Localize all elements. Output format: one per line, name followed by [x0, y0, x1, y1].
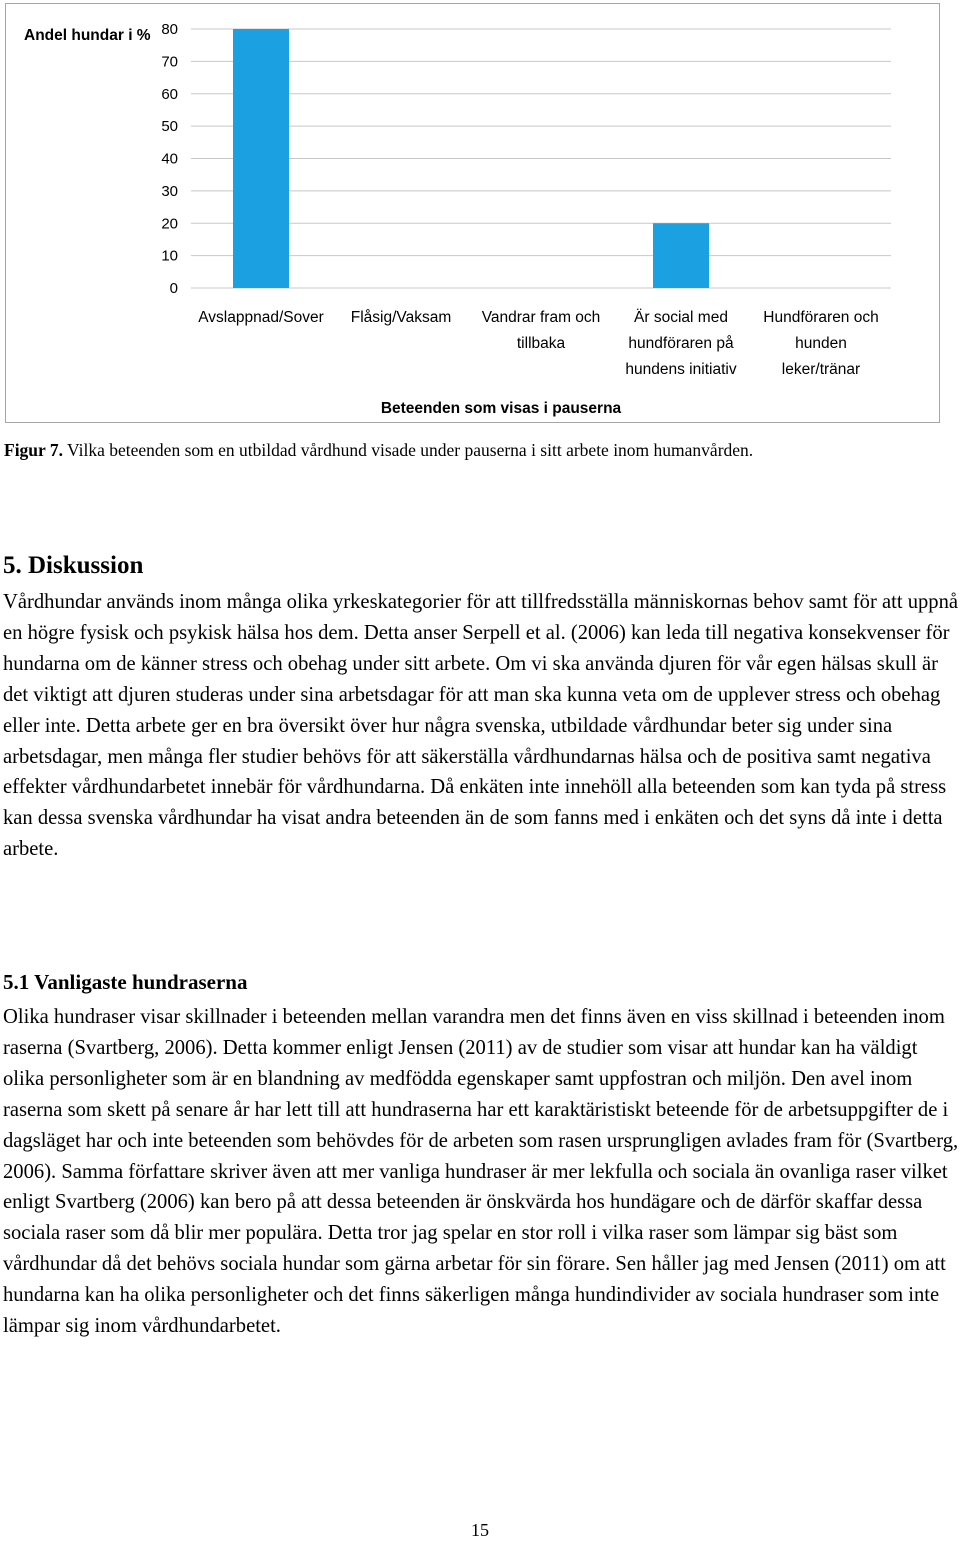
bar-chart: [6, 4, 938, 421]
section-heading-vanligaste-hundraserna: 5.1 Vanligaste hundraserna: [3, 970, 248, 994]
x-tick-label: Avslappnad/Sover: [198, 309, 324, 326]
x-tick-label: tillbaka: [516, 335, 566, 352]
y-tick-label: 0: [169, 280, 178, 297]
y-tick-label: 60: [161, 85, 178, 103]
x-tick-label: Hundföraren och: [763, 309, 879, 326]
x-tick-label: hunden: [795, 335, 847, 352]
x-tick-label: leker/tränar: [781, 361, 861, 378]
x-tick-label: Flåsig/Vaksam: [350, 309, 452, 326]
y-tick-label: 40: [161, 150, 178, 168]
x-tick-label: hundens initiativ: [625, 361, 737, 378]
y-tick-label: 80: [161, 21, 178, 38]
x-tick-label: Vandrar fram och: [481, 309, 601, 326]
y-tick-labels: [161, 21, 178, 297]
chart-frame: [5, 3, 940, 423]
x-tick-label: Är social med: [634, 309, 728, 326]
figure-caption: [4, 440, 954, 461]
y-tick-label: 10: [161, 247, 178, 265]
x-tick-labels: [198, 309, 879, 378]
x-tick-label: hundföraren på: [628, 335, 734, 352]
y-axis-title: Andel hundar i %: [24, 27, 151, 44]
y-tick-label: 30: [161, 182, 178, 200]
grid-lines: [191, 29, 891, 288]
bar: [653, 223, 709, 288]
y-tick-label: 70: [161, 53, 178, 71]
figure-label: Figur 7.: [4, 440, 63, 460]
section-paragraph-vanligaste-hundraserna: Olika hundraser visar skillnader i beteenden mellan varandra men det finns även en viss skillnad i beteenden inom raserna (Svartberg, 2006). Detta kommer enligt Jensen (2011) av de studier som visar att hundar kan ha väldigt olika personligheter som är en blandning av medfödda egenskaper samt uppfostran och miljön. Den avel inom raserna som skett på senare år har lett till att hundraserna har ett karaktäristiskt beteende för de arbetsuppgifter de i dagsläget har och inte beteenden som behövdes för de arbeten som rasen ursprungligen avlades fram för (Svartberg, 2006). Samma författare skriver även att mer vanliga hundraser är mer lekfulla och sociala än ovanliga raser vilket enligt Svartberg (2006) kan bero på att dessa beteenden är önskvärda hos hundägare och de därför skaffar dessa sociala raser som då blir mer populära. Detta tror jag spelar en stor roll i vilka raser som lämpar sig bäst som vårdhundar då det behövs sociala hundar som gärna arbetar för sin förare. Sen håller jag med Jensen (2011) om att hundarna kan ha olika personligheter och det finns säkerligen många hundindivider av sociala hundraser som inte lämpar sig inom vårdhundarbetet.: [3, 1006, 959, 1338]
y-tick-label: 50: [161, 118, 178, 136]
x-axis-title: Beteenden som visas i pauserna: [380, 400, 622, 417]
section-paragraph-diskussion: Vårdhundar används inom många olika yrkeskategorier för att tillfredsställa människornas behov samt för att uppnå en högre fysisk och psykisk hälsa hos dem. Detta anser Serpell et al. (2006) kan leda till negativa konsekvenser för hundarna om de känner stress och obehag under sitt arbete. Om vi ska använda djuren för vår egen hälsas skull är det viktigt att djuren studeras under sina arbetsdagar för att man ska kunna veta om de upplever stress och obehag eller inte. Detta arbete ger en bra översikt över hur några svenska, utbildade vårdhundar beter sig under sina arbetsdagar, men många fler studier behövs för att säkerställa vårdhundarnas hälsa och de positiva samt negativa effekter vårdhundarbetet innebär för vårdhundarna. Då enkäten inte innehöll alla beteenden som kan tyda på stress kan dessa svenska vårdhundar ha visat andra beteenden än de som fanns med i enkäten och det syns då inte i detta arbete.: [3, 591, 959, 861]
page-number: 15: [471, 1520, 489, 1540]
bar: [233, 29, 289, 288]
section-heading-diskussion: 5. Diskussion: [3, 552, 144, 579]
figure-caption-text: Vilka beteenden som en utbildad vårdhund visade under pauserna i sitt arbete inom humanvården.: [63, 440, 754, 460]
y-tick-label: 20: [161, 215, 178, 233]
